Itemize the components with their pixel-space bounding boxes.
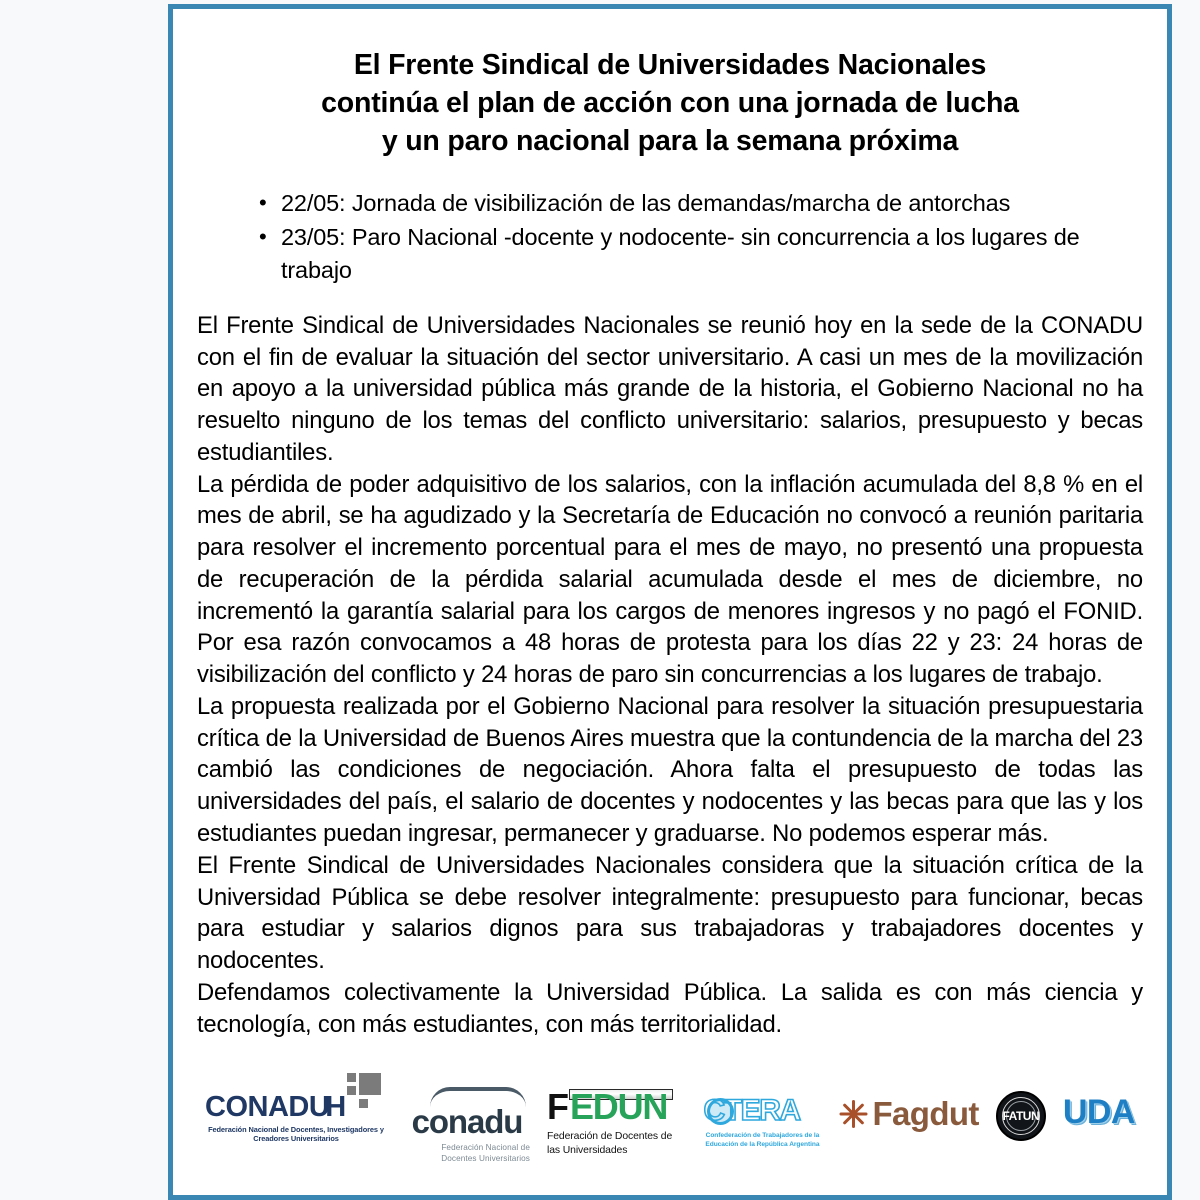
fatun-word: FATUN <box>1002 1109 1040 1123</box>
conadu-h-wordmark <box>205 1091 381 1124</box>
uda-word: UDA <box>1062 1093 1135 1131</box>
conadu-tagline: Federación Nacional de Docentes Universitarios <box>441 1143 530 1163</box>
fedun-word: EDUN <box>570 1086 668 1127</box>
paragraph: El Frente Sindical de Universidades Nacionales se reunió hoy en la sede de la CONADU con el fin de evaluar la situación del sector universitario. A casi un mes de la movilización en apoyo a la universidad pública más grande de la historia, el Gobierno Nacional no ha resuelto ninguno de los temas del conflicto universitario: salarios, presupuesto y becas estudiantiles. <box>197 311 1143 466</box>
logo-conadu-h <box>205 1075 387 1144</box>
logo-uda <box>1063 1075 1135 1129</box>
fedun-initial: F <box>547 1086 568 1127</box>
squares-icon <box>347 1083 381 1121</box>
logo-conadu <box>404 1075 530 1165</box>
paragraph: Defendamos colectivamente la Universidad Pública. La salida es con más ciencia y tecnología, con más estudiantes, con más territorialidad. <box>197 978 1143 1038</box>
title-line-2: continúa el plan de acción con una jornada de lucha <box>321 86 1019 119</box>
list-item-label: 22/05: Jornada de visibilización de las demandas/marcha de antorchas <box>281 189 1011 216</box>
title-line-3: y un paro nacional para la semana próxima <box>381 124 959 157</box>
logo-fagdut <box>838 1075 978 1130</box>
conadu-word: conadu <box>411 1103 523 1140</box>
bullet-icon: • <box>259 189 267 215</box>
fagdut-word: Fagdut <box>872 1095 979 1132</box>
title-line-1: El Frente Sindical de Universidades Nacionales <box>353 49 987 81</box>
announcement-card <box>168 4 1172 1200</box>
ctera-tagline: Confederación de Trabajadores de la Educación de la República Argentina <box>705 1132 820 1148</box>
paragraph: El Frente Sindical de Universidades Nacionales considera que la situación crítica de la Universidad Pública se debe resolver integralmente: presupuesto para funcionar, becas para estudiar y salarios dignos para sus trabajadoras y trabajadores docentes y nodocentes. <box>197 851 1143 975</box>
conadu-h-letter: H <box>325 1091 347 1124</box>
ctera-wordmark <box>703 1095 821 1129</box>
logo-fatun <box>996 1075 1046 1141</box>
paragraph: La propuesta realizada por el Gobierno Nacional para resolver la situación presupuestaria crítica de la Universidad de Buenos Aires muestra que la contundencia de la marcha del 23 cambió las condiciones de negociación. Ahora falta el presupuesto de todas las universidades del país, el salario de docentes y nodocentes y las becas para que las y los estudiantes puedan ingresar, permanecer y graduarse. No podemos esperar más. <box>197 692 1143 847</box>
fedun-tagline: Federación de Docentes de las Universidades <box>547 1131 673 1157</box>
sun-icon <box>838 1099 868 1129</box>
logo-ctera <box>703 1075 821 1149</box>
conadu-h-word: CONADU <box>205 1091 330 1124</box>
action-bullet-list <box>197 187 1143 288</box>
bullet-icon: • <box>259 224 267 250</box>
list-item <box>197 187 1143 220</box>
list-item <box>197 221 1143 288</box>
paragraph: La pérdida de poder adquisitivo de los salarios, con la inflación acumulada del 8,8 % en el mes de abril, se ha agudizado y la Secretaría de Educación no convocó a reunión paritaria para resolver el incremento porcentual para el mes de mayo, no presentó una propuesta de recuperación de la pérdida salarial acumulada desde el mes de diciembre, no incrementó la garantía salarial para los cargos de menores ingresos y no pagó el FONID. Por esa razón convocamos a 48 horas de protesta para los días 22 y 23: 24 horas de visibilización del conflicto y 24 horas de paro sin concurrencias a los lugares de trabajo. <box>197 470 1143 689</box>
fedun-wordmark <box>547 1087 679 1127</box>
fatun-seal-icon <box>996 1091 1046 1141</box>
body-text <box>197 310 1143 1041</box>
conadu-h-tagline: Federación Nacional de Docentes, Investigadores y Creadores Universitarios <box>208 1125 384 1144</box>
logo-fedun <box>547 1075 686 1159</box>
ctera-word: CTERA <box>703 1094 800 1127</box>
logo-row <box>205 1075 1135 1161</box>
card-content <box>197 19 1143 1195</box>
page-title <box>207 47 1133 161</box>
list-item-label: 23/05: Paro Nacional -docente y nodocente- sin concurrencia a los lugares de trabajo <box>281 224 1080 284</box>
